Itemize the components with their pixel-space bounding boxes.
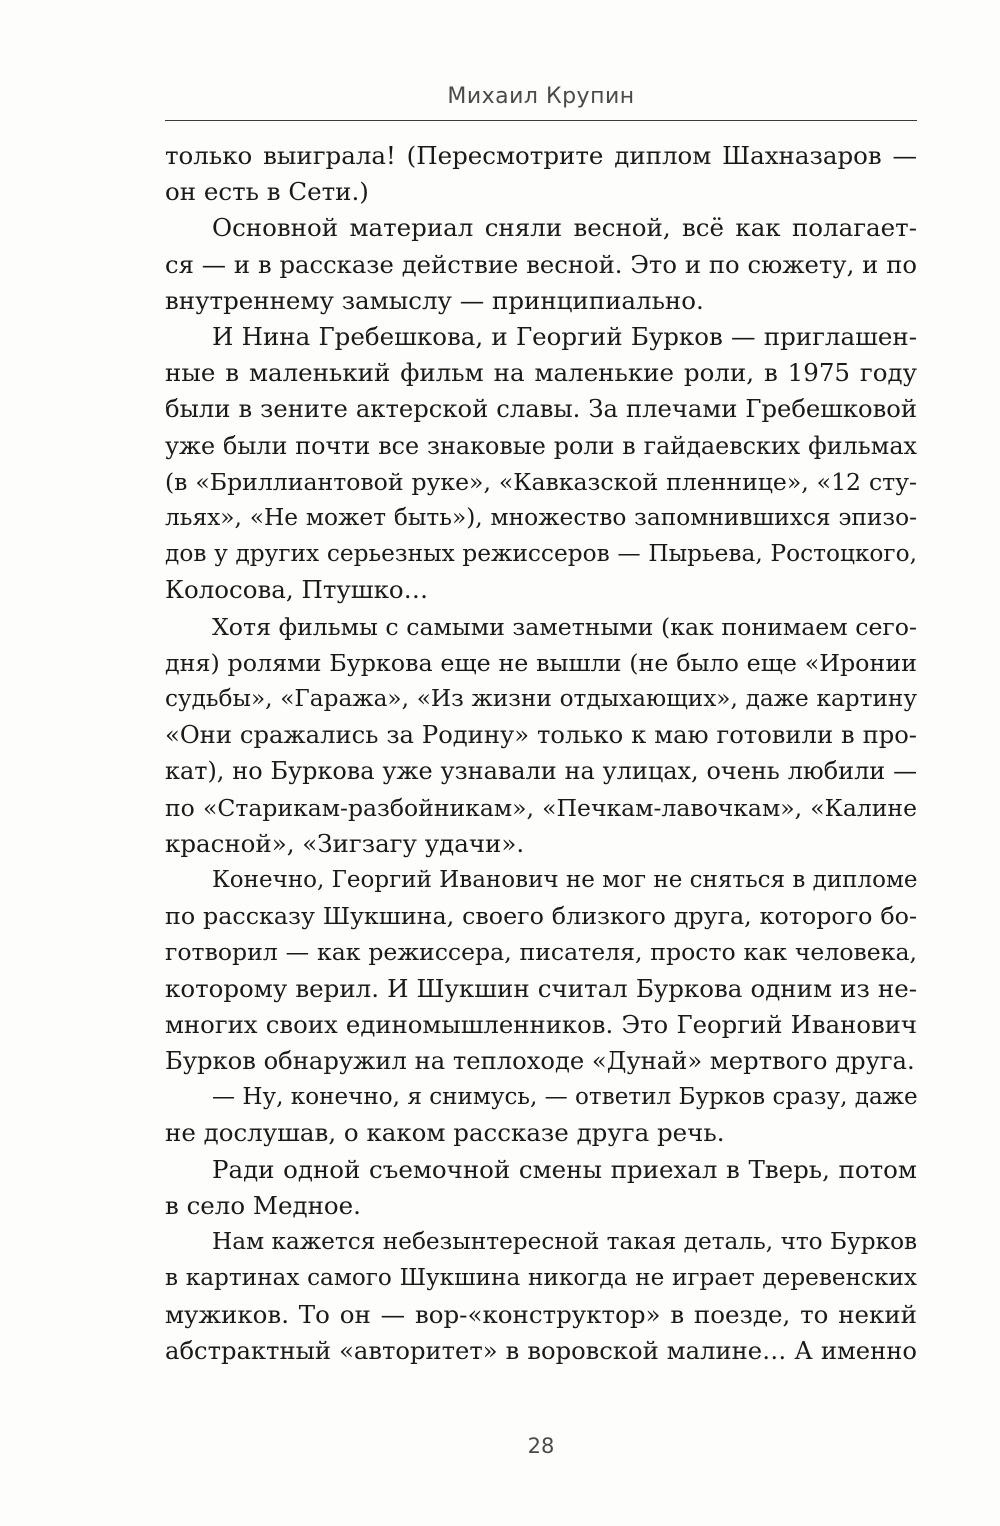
text-line: Конечно, Георгий Иванович не мог не сняться в дипломе [212,867,918,894]
text-line: красной», «Зигзагу удачи». [165,828,525,858]
running-head-author: Михаил Крупин [447,84,635,109]
text-line: готворил — как режиссера, писателя, просто как человека, [165,938,917,967]
text-line: абстрактный «авторитет» в воровской малине… А именно [165,1336,917,1365]
paragraph [165,609,917,862]
text-line: в картинах самого Шукшина никогда не играет деревенских [165,1265,917,1292]
paragraph [165,1224,917,1369]
text-line: Колосова, Птушко… [165,575,429,605]
text-line: Хотя фильмы с самыми заметными (как понимаем сего- [212,612,917,641]
paragraph [165,319,917,609]
text-line: были в зените актерской славы. За плечами Гребешковой [165,394,917,424]
paragraph [165,1079,917,1151]
body-text [165,138,917,1369]
text-line: ся — и в рассказе действие весной. Это и по сюжету, и по [165,249,917,279]
text-line: по «Старикам-разбойникам», «Печкам-лавочкам», «Калине [165,793,917,822]
text-line: — Ну, конечно, я снимусь, — ответил Бурков сразу, даже [212,1084,918,1111]
text-line: Основной материал сняли весной, всё как полагает- [212,213,917,243]
text-line: Бурков обнаружил на теплоходе «Дунай» мертвого друга. [165,1047,915,1076]
text-line: льях», «Не может быть»), множество запомнившихся эпизо- [165,504,917,532]
text-line: уже были почти все знаковые роли в гайдаевских фильмах [165,431,917,460]
paragraph [165,210,917,319]
text-line: он есть в Сети.) [165,177,369,207]
text-line: кат), но Буркова уже узнавали на улицах, очень любили — [165,757,917,786]
text-line: ные в маленький фильм на маленькие роли, в 1975 году [165,358,917,388]
header-rule [165,120,917,121]
text-line: Ради одной съемочной смены приехал в Тверь, потом [212,1154,917,1184]
text-line: по рассказу Шукшина, своего близкого друга, которого бо- [165,902,917,931]
paragraph [165,862,917,1079]
text-line: дов у других серьезных режиссеров — Пырьева, Ростоцкого, [165,540,917,568]
paragraph [165,138,917,210]
text-line: «Они сражались за Родину» только к маю готовили в про- [165,721,917,750]
text-line: не дослушав, о каком рассказе друга речь. [165,1118,725,1148]
text-line: внутреннему замыслу — принципиально. [165,285,704,315]
text-line: Нам кажется небезынтересной такая деталь, что Бурков [212,1228,918,1256]
text-line: дня) ролями Буркова еще не вышли (не было еще «Иронии [165,648,917,677]
text-line: которому верил. И Шукшин считал Буркова одним из не- [165,973,917,1003]
text-line: И Нина Гребешкова, и Георгий Бурков — приглашен- [212,322,917,352]
text-line: судьбы», «Гаража», «Из жизни отдыхающих», даже картину [165,685,917,713]
text-line: мужиков. То он — вор-«конструктор» в поезде, то некий [165,1299,917,1329]
text-line: в село Медное. [165,1190,361,1220]
paragraph [165,1152,917,1224]
text-line: только выиграла! (Пересмотрите диплом Шахназаров — [165,141,917,170]
text-line: (в «Бриллиантовой руке», «Кавказской пленнице», «12 сту- [165,467,917,496]
text-line: многих своих единомышленников. Это Георгий Иванович [165,1009,917,1039]
page-number: 28 [527,1434,555,1458]
